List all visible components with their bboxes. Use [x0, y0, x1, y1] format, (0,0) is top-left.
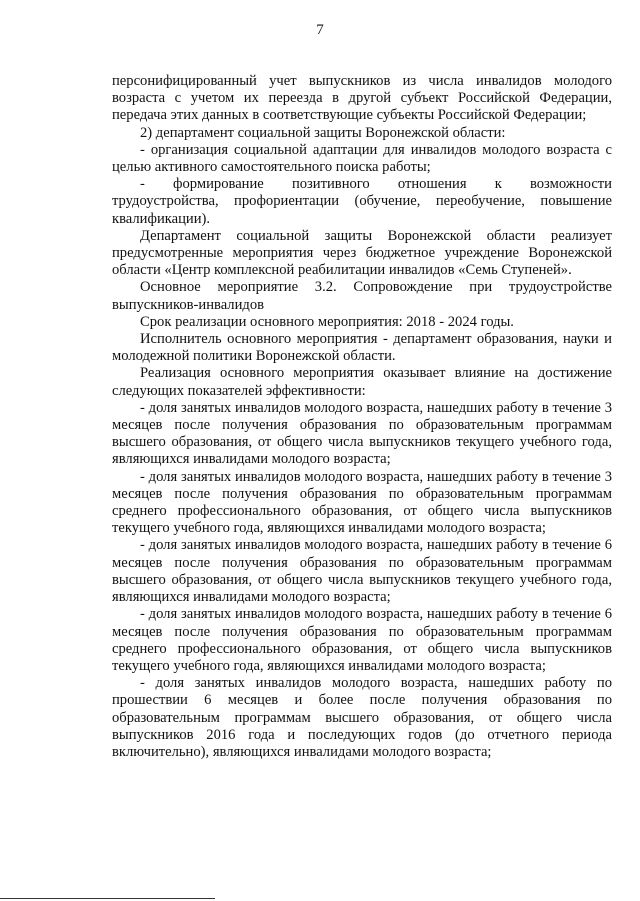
paragraph-social-adaptation: - организация социальной адаптации для инвалидов молодого возраста с целью активного самостоятельного поиска работы; — [112, 141, 612, 176]
list-item-indicator-2: - доля занятых инвалидов молодого возраста, нашедших работу в течение 3 месяцев после получения образования по образовательным программам среднего профессионального образования, от общего числа выпускников текущего учебного года, являющихся инвалидами молодого возраста; — [112, 468, 612, 537]
list-item-indicator-1: - доля занятых инвалидов молодого возраста, нашедших работу в течение 3 месяцев после получения образования по образовательным программам высшего образования, от общего числа выпускников текущего учебного года, являющихся инвалидами молодого возраста; — [112, 399, 612, 468]
paragraph-personified-accounting: персонифицированный учет выпускников из числа инвалидов молодого возраста с учетом их переезда в другой субъект Российской Федерации, передача этих данных в соответствующие субъекты Российской Федерации; — [112, 73, 612, 124]
paragraph-indicators-intro: Реализация основного мероприятия оказывает влияние на достижение следующих показателей эффективности: — [112, 365, 612, 399]
paragraph-executor: Исполнитель основного мероприятия - департамент образования, науки и молодежной политики Воронежской области. — [112, 331, 612, 365]
paragraph-positive-attitude: - формирование позитивного отношения к возможности трудоустройства, профориентации (обучение, переобучение, повышение квалификации). — [112, 176, 616, 227]
page-number: 7 — [316, 22, 324, 38]
paragraph-social-protection-department: 2) департамент социальной защиты Воронежской области: — [140, 124, 506, 141]
paragraph-implementation-period: Срок реализации основного мероприятия: 2018 - 2024 годы. — [140, 313, 514, 330]
footer-divider — [0, 898, 215, 899]
paragraph-main-activity-3-2: Основное мероприятие 3.2. Сопровождение при трудоустройстве выпускников-инвалидов — [112, 279, 612, 313]
paragraph-department-implements: Департамент социальной защиты Воронежской области реализует предусмотренные мероприятия через бюджетное учреждение Воронежской области «Центр комплексной реабилитации инвалидов «Семь Ступеней». — [112, 227, 612, 279]
list-item-indicator-3: - доля занятых инвалидов молодого возраста, нашедших работу в течение 6 месяцев после получения образования по образовательным программам высшего образования, от общего числа выпускников текущего учебного года, являющихся инвалидами молодого возраста; — [112, 537, 612, 606]
list-item-indicator-4: - доля занятых инвалидов молодого возраста, нашедших работу в течение 6 месяцев после получения образования по образовательным программам среднего профессионального образования, от общего числа выпускников текущего учебного года, являющихся инвалидами молодого возраста; — [112, 606, 612, 674]
document-body — [112, 73, 616, 761]
list-item-indicator-5: - доля занятых инвалидов молодого возраста, нашедших работу по прошествии 6 месяцев и более после получения образования по образовательным программам высшего образования, от общего числа выпускников 2016 года и последующих годов (до отчетного периода включительно), являющихся инвалидами молодого возраста; — [112, 675, 612, 760]
